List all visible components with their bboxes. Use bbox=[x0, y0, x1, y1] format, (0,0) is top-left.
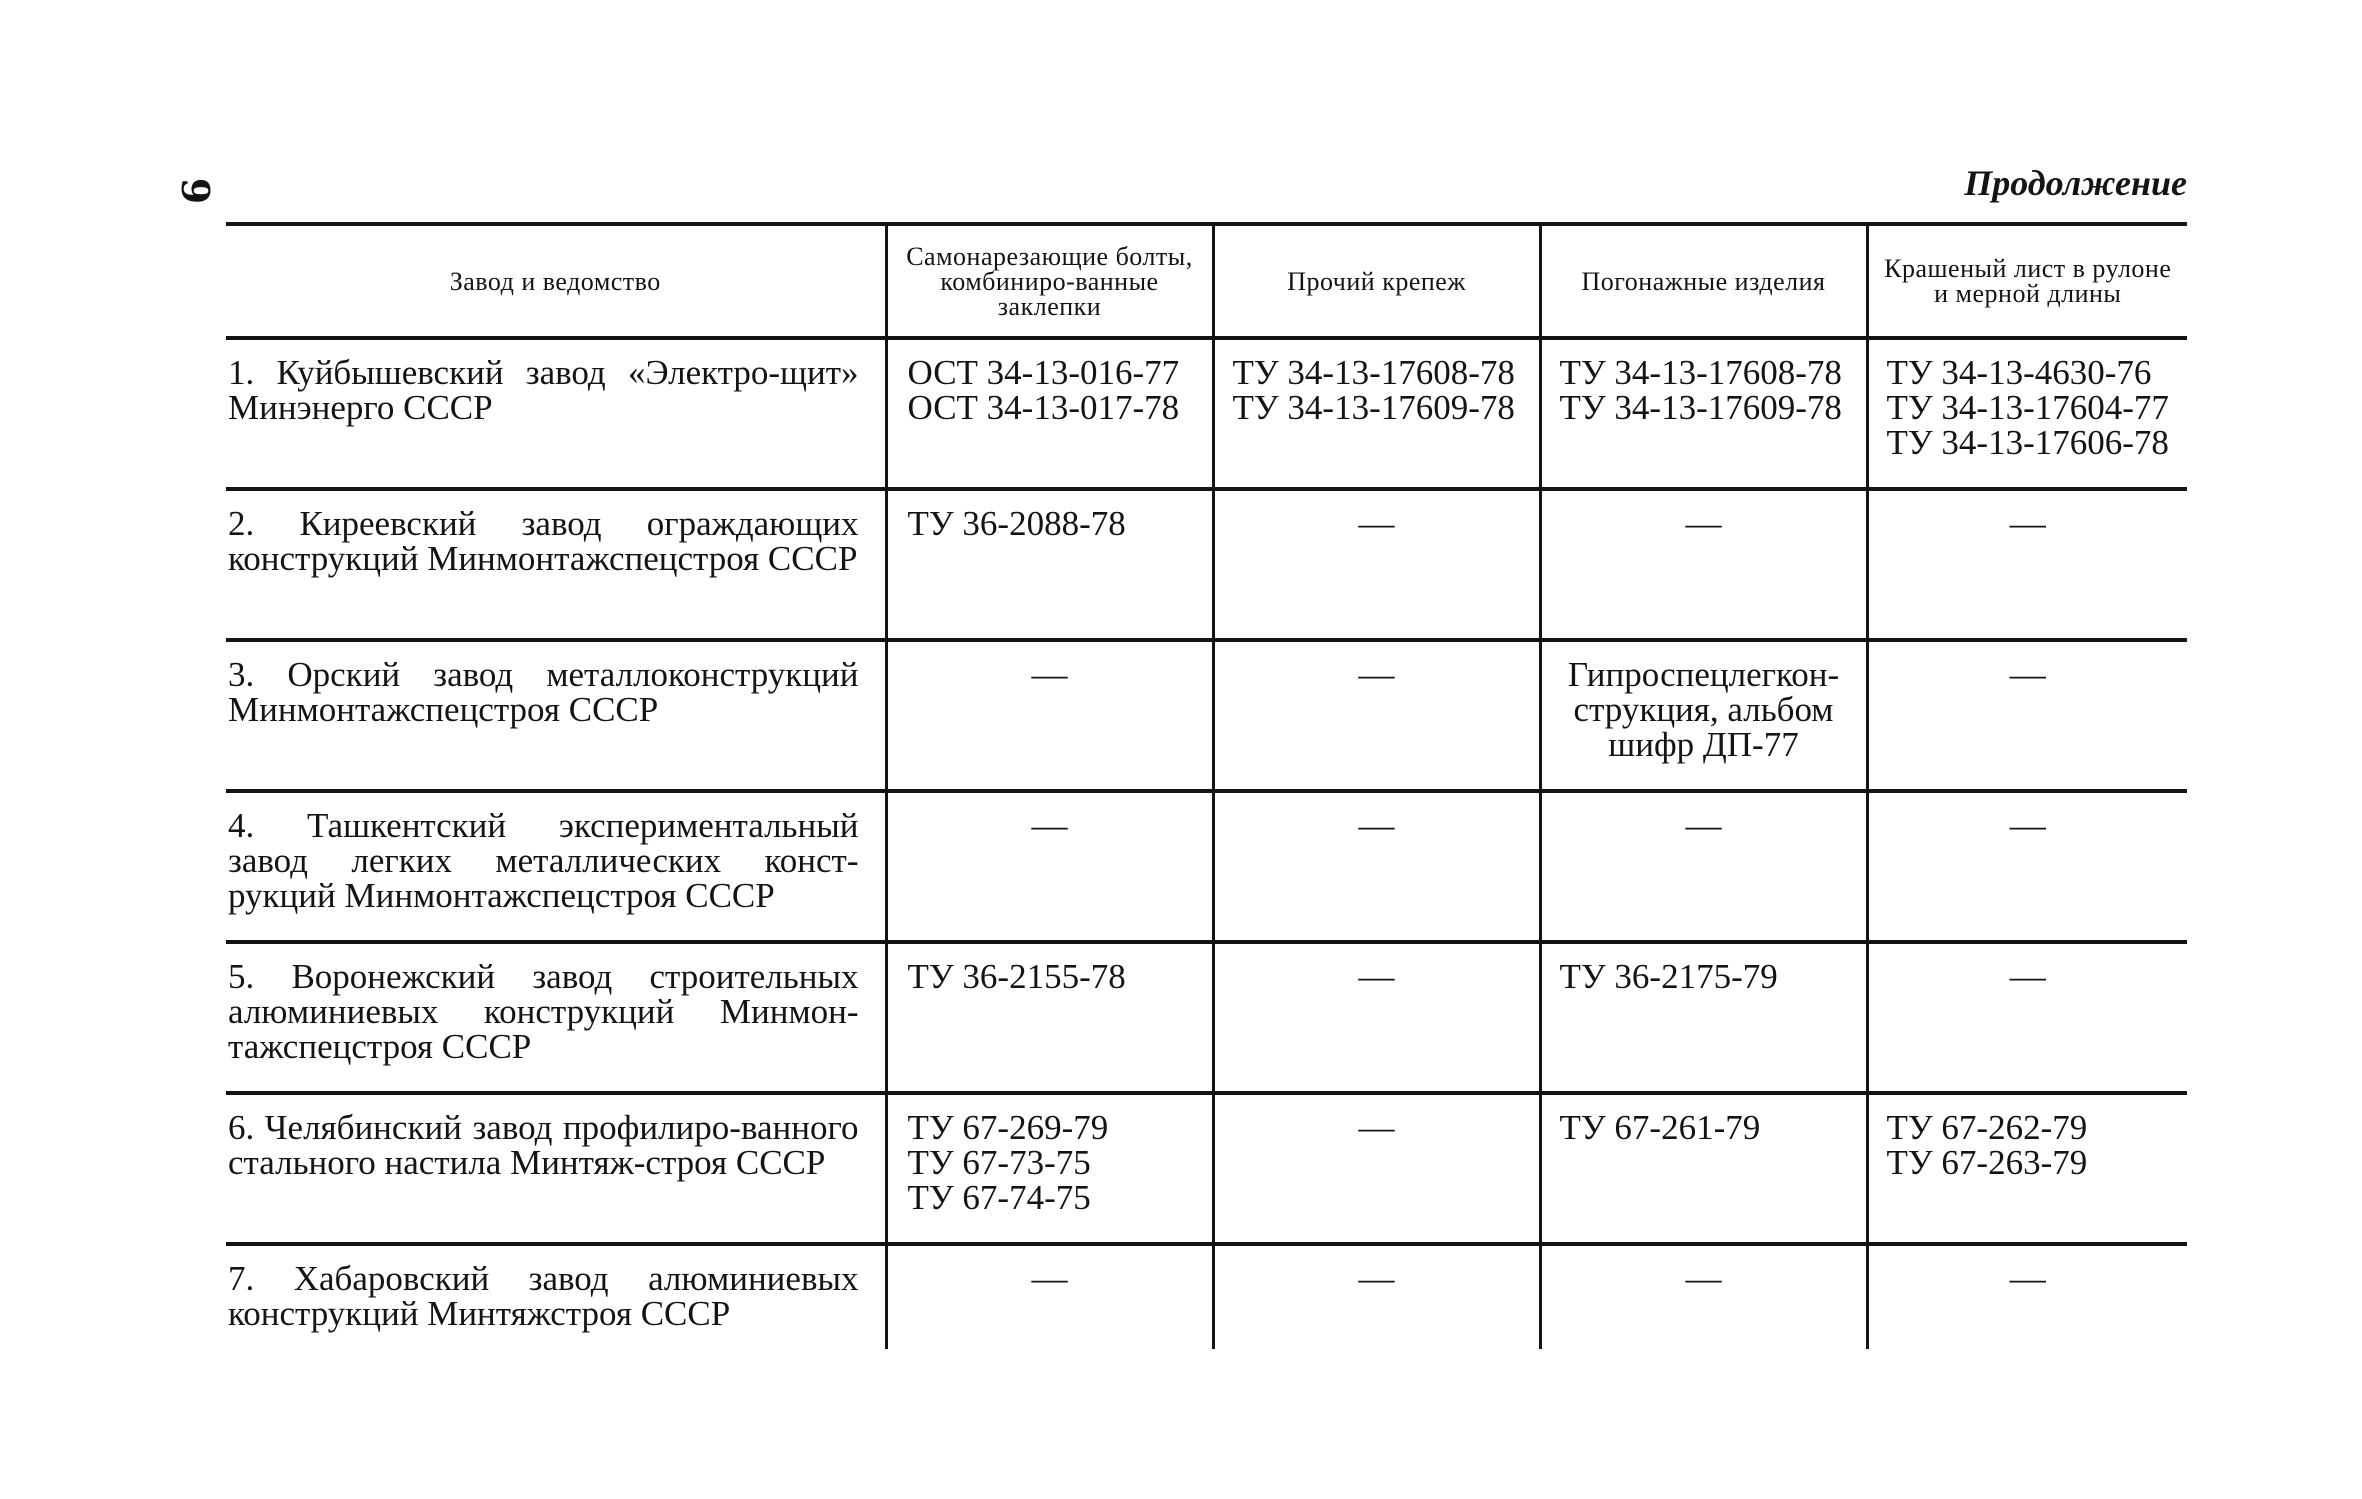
profiles-cell: ТУ 34-13-17608-78 ТУ 34-13-17609-78 bbox=[1540, 338, 1867, 489]
fasteners-cell: — bbox=[1213, 1093, 1540, 1244]
table-row bbox=[226, 489, 2187, 640]
page-number: 9 bbox=[173, 177, 219, 205]
table-row bbox=[226, 640, 2187, 791]
factory-cell: 4. Ташкентский экспериментальный завод легких металлических конст-рукций Минмонтажспецстроя СССР bbox=[228, 806, 859, 915]
fasteners-cell: — bbox=[1213, 791, 1540, 942]
sheet-cell: — bbox=[1867, 489, 2187, 640]
profiles-cell: ТУ 36-2175-79 bbox=[1540, 942, 1867, 1093]
profiles-cell: — bbox=[1540, 1244, 1867, 1349]
fasteners-cell: — bbox=[1213, 489, 1540, 640]
header-bolts: Самонарезающие болты, комбиниро-ванные заклепки bbox=[886, 224, 1213, 338]
sheet-cell: — bbox=[1867, 791, 2187, 942]
bolts-cell: ТУ 36-2088-78 bbox=[886, 489, 1213, 640]
profiles-cell: — bbox=[1540, 791, 1867, 942]
profiles-cell: Гипроспецлегкон-струкция, альбом шифр ДП-77 bbox=[1540, 640, 1867, 791]
factory-cell: 2. Киреевский завод ограждающих конструкций Минмонтажспецстроя СССР bbox=[228, 504, 859, 578]
sheet-cell: — bbox=[1867, 1244, 2187, 1349]
table-row bbox=[226, 1244, 2187, 1349]
sheet-cell: ТУ 67-262-79 ТУ 67-263-79 bbox=[1867, 1093, 2187, 1244]
factory-cell: 3. Орский завод металлоконструкций Минмонтажспецстроя СССР bbox=[228, 655, 859, 729]
bolts-cell: — bbox=[886, 791, 1213, 942]
bolts-cell: ТУ 36-2155-78 bbox=[886, 942, 1213, 1093]
header-sheet: Крашеный лист в рулоне и мерной длины bbox=[1867, 224, 2187, 338]
fasteners-cell: — bbox=[1213, 1244, 1540, 1349]
sheet-cell: — bbox=[1867, 640, 2187, 791]
header-factory: Завод и ведомство bbox=[449, 266, 661, 296]
bolts-cell: — bbox=[886, 1244, 1213, 1349]
bolts-cell: ОСТ 34-13-016-77 ОСТ 34-13-017-78 bbox=[886, 338, 1213, 489]
profiles-cell: ТУ 67-261-79 bbox=[1540, 1093, 1867, 1244]
header-fasteners: Прочий крепеж bbox=[1213, 224, 1540, 338]
factory-cell: 6. Челябинский завод профилиро-ванного стального настила Минтяж-строя СССР bbox=[228, 1108, 859, 1182]
table-row bbox=[226, 338, 2187, 489]
fasteners-cell: ТУ 34-13-17608-78 ТУ 34-13-17609-78 bbox=[1213, 338, 1540, 489]
table-body bbox=[226, 338, 2187, 1349]
table-row bbox=[226, 1093, 2187, 1244]
sheet-cell: — bbox=[1867, 942, 2187, 1093]
sheet-cell: ТУ 34-13-4630-76 ТУ 34-13-17604-77 ТУ 34-13-17606-78 bbox=[1867, 338, 2187, 489]
factory-cell: 7. Хабаровский завод алюминиевых конструкций Минтяжстроя СССР bbox=[228, 1259, 859, 1333]
profiles-cell: — bbox=[1540, 489, 1867, 640]
bolts-cell: ТУ 67-269-79 ТУ 67-73-75 ТУ 67-74-75 bbox=[886, 1093, 1213, 1244]
fasteners-cell: — bbox=[1213, 942, 1540, 1093]
header-profiles: Погонажные изделия bbox=[1540, 224, 1867, 338]
fasteners-cell: — bbox=[1213, 640, 1540, 791]
header-row bbox=[226, 224, 2187, 338]
bolts-cell: — bbox=[886, 640, 1213, 791]
table-row bbox=[226, 942, 2187, 1093]
manufacturers-table bbox=[226, 222, 2187, 1349]
factory-cell: 1. Куйбышевский завод «Электро-щит» Минэнерго СССР bbox=[228, 353, 859, 427]
table-header bbox=[226, 224, 2187, 338]
table-row bbox=[226, 791, 2187, 942]
factory-cell: 5. Воронежский завод строительных алюминиевых конструкций Минмон-тажспецстроя СССР bbox=[228, 957, 859, 1066]
continuation-label: Продолжение bbox=[1964, 163, 2187, 203]
